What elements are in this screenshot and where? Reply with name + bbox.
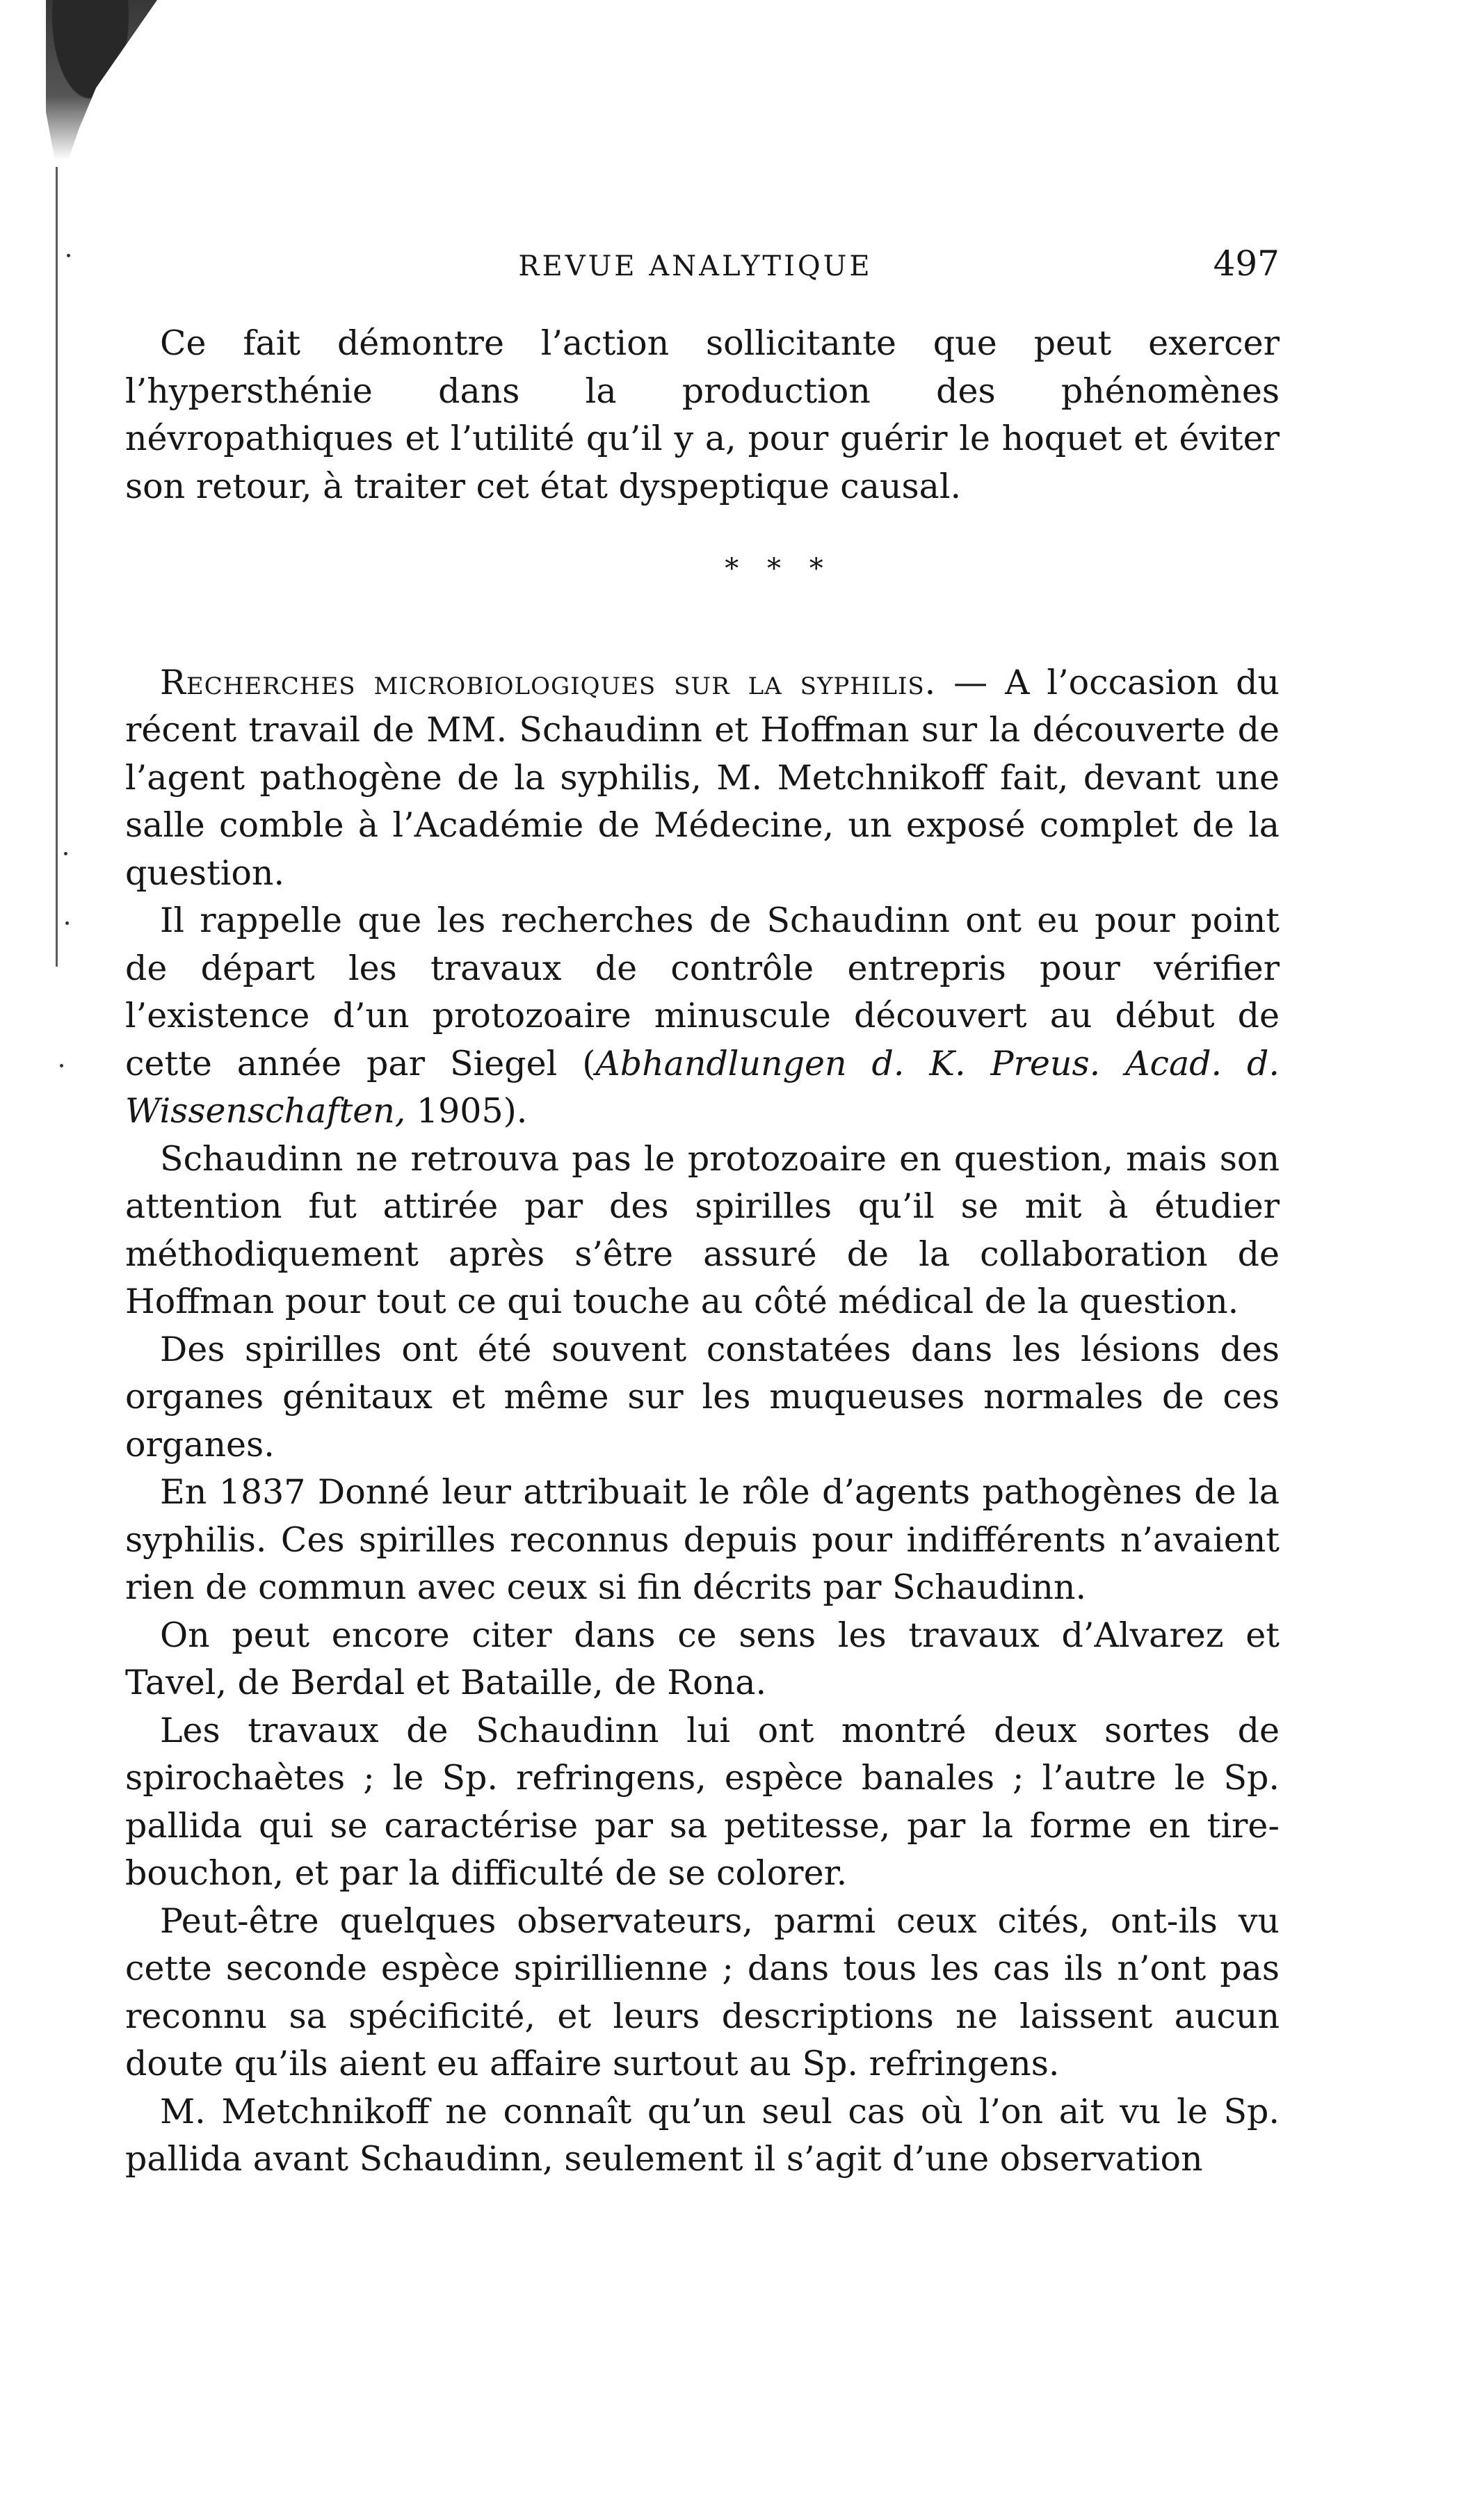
paragraph: Ce fait démontre l’action sollicitante que peut exercer l’hypersthénie dans la production des phénomènes névropathiques et l’utilité qu’il y a, pour guérir le hoquet et éviter son retour, à traiter cet état dyspeptique causal. xyxy=(125,323,1280,506)
page-number: 497 xyxy=(1213,243,1280,284)
paragraph-with-citation xyxy=(125,897,1280,1136)
scan-speck xyxy=(64,852,67,855)
paragraph: En 1837 Donné leur attribuait le rôle d’agents pathogènes de la syphilis. Ces spirilles reconnus depuis pour indifférents n’avaient rien de commun avec ceux si fin décrits par Schaudinn. xyxy=(125,1472,1280,1607)
section-separator: * * * xyxy=(725,553,833,585)
page-binding-edge xyxy=(0,0,42,2516)
binding-line xyxy=(56,167,58,967)
scan-speck xyxy=(67,254,70,257)
paragraph-text: — A l’occasion du récent travail de MM. Schaudinn et Hoffman sur la découverte de l’agent pathogène de la syphilis, M. Metchnikoff fait, devant une salle comble à l’Académie de Médecine, un exposé complet de la question. xyxy=(125,662,1280,893)
paragraph: On peut encore citer dans ce sens les travaux d’Alvarez et Tavel, de Berdal et Bataille, de Rona. xyxy=(125,1615,1280,1702)
paragraph-with-heading xyxy=(125,659,1280,898)
paragraph: Des spirilles ont été souvent constatées dans les lésions des organes génitaux et même sur les muqueuses normales de ces organes. xyxy=(125,1329,1280,1465)
citation-title: Abhandlungen d. K. Preus. Acad. d. Wissenschaften, xyxy=(125,1043,1280,1131)
paragraph: Schaudinn ne retrouva pas le protozoaire en question, mais son attention fut attirée par des spirilles qu’il se mit à étudier méthodiquement après s’être assuré de la collaboration de Hoffman pour tout ce qui touche au côté médical de la question. xyxy=(125,1138,1280,1321)
paragraph: Les travaux de Schaudinn lui ont montré deux sortes de spirochaètes ; le Sp. refringens, espèce banales ; l’autre le Sp. pallida qui se caractérise par sa petitesse, par la forme en tire-bouchon, et par la difficulté de se colorer. xyxy=(125,1710,1280,1893)
binding-shadow xyxy=(46,0,157,160)
section-heading: Recherches microbiologiques sur la syphilis. xyxy=(160,662,937,702)
article-body xyxy=(125,320,1280,2184)
running-title: REVUE ANALYTIQUE xyxy=(518,250,873,282)
paragraph-text: Il rappelle que les recherches de Schaudinn ont eu pour point de départ les travaux de contrôle entrepris pour vérifier l’existence d’un protozoaire minuscule découvert au début de cette année par Siegel ( xyxy=(125,901,1280,1083)
scan-speck xyxy=(60,1064,63,1067)
scan-speck xyxy=(65,921,69,925)
paragraph: Peut-être quelques observateurs, parmi ceux cités, ont-ils vu cette seconde espèce spirillienne ; dans tous les cas ils n’ont pas reconnu sa spécificité, et leurs descriptions ne laissent aucun doute qu’ils aient eu affaire surtout au Sp. refringens. xyxy=(125,1901,1280,2083)
paragraph: M. Metchnikoff ne connaît qu’un seul cas où l’on ait vu le Sp. pallida avant Schaudinn, seulement il s’agit d’une observation xyxy=(125,2091,1280,2179)
paragraph-text: 1905). xyxy=(405,1091,528,1131)
